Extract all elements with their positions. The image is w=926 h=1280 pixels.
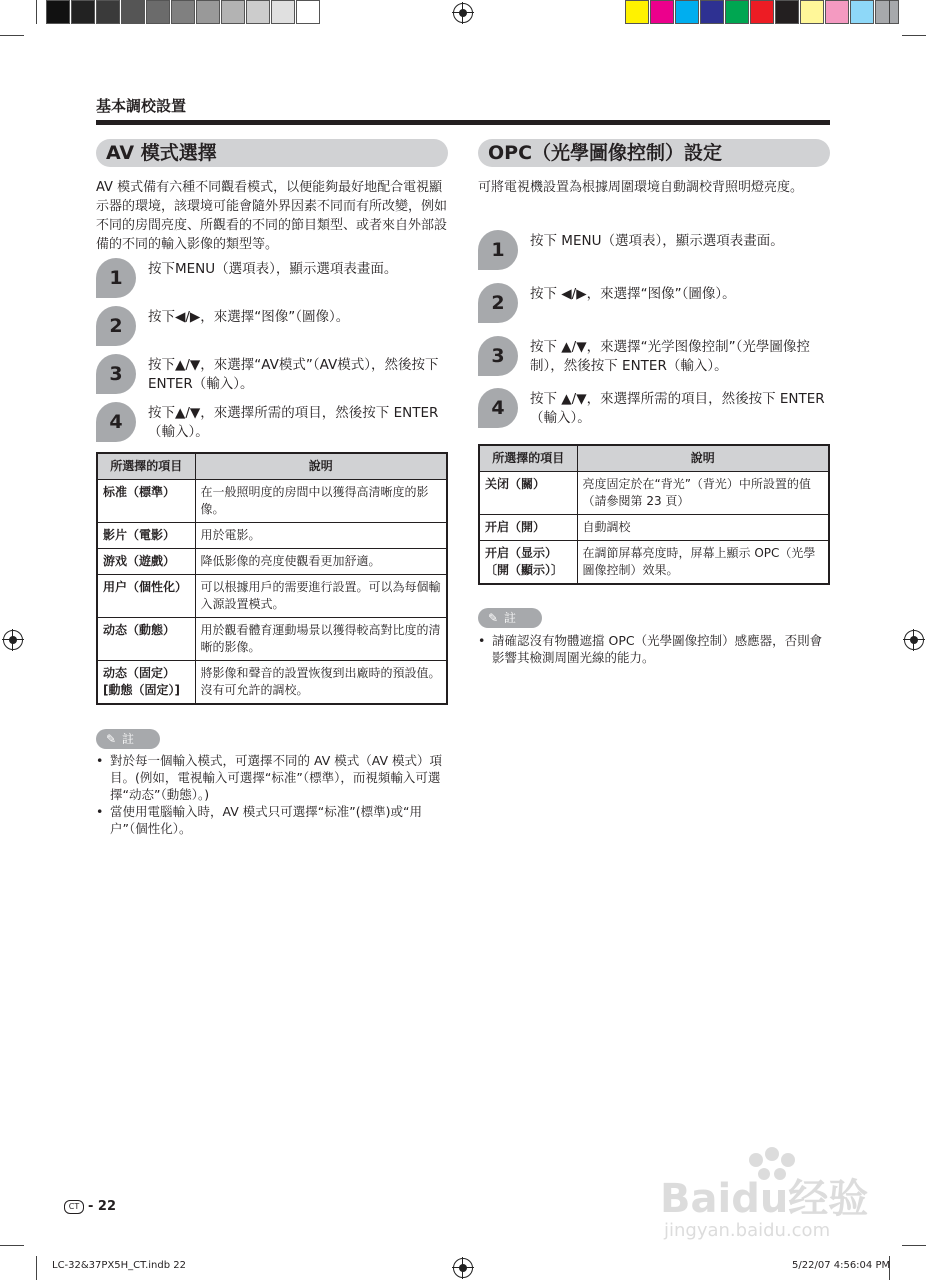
crop-mark (902, 35, 926, 36)
opc-intro: 可將電視機設置為根據周圍環境自動調校背照明燈亮度。 (478, 180, 804, 195)
left-step-2 (96, 306, 448, 346)
opc-table (478, 444, 830, 585)
right-step-3 (478, 336, 830, 376)
av-mode-table (96, 452, 448, 705)
table-cell-term: 标准（標準） (97, 480, 195, 523)
av-mode-intro: AV 模式備有六種不同觀看模式，以便能夠最好地配合電視顯示器的環境，該環境可能會隨外界因素不同而有所改變，例如不同的房間亮度、所觀看的不同的節目類型、或者來自外部設備的不同的輸入影像的類型等。 (96, 180, 448, 252)
table-cell-desc: 在一般照明度的房間中以獲得高清晰度的影像。 (195, 480, 447, 523)
table-row (97, 575, 447, 618)
color-swatch (625, 0, 649, 24)
table-cell-term: 开启（開） (479, 515, 577, 541)
table-header: 所選擇的項目 (97, 453, 195, 480)
right-note-tag (478, 608, 542, 628)
color-swatch (96, 0, 120, 24)
color-swatch (271, 0, 295, 24)
pencil-icon: ✎ (106, 732, 117, 746)
step-text: 按下 ▲/▼，來選擇“光学图像控制”（光學圖像控制），然後按下 ENTER（輸入）。 (530, 339, 810, 374)
color-swatch (875, 0, 899, 24)
table-row (97, 661, 447, 705)
color-swatch (46, 0, 70, 24)
table-row (97, 523, 447, 549)
list-item: • 對於每一個輸入模式，可選擇不同的 AV 模式（AV 模式）項目。(例如，電視輸入可選擇“标准”（標準），而視頻輸入可選擇“动态”（動態）。) (96, 752, 450, 803)
step-text: 按下 ◀/▶，來選擇“图像”（圖像）。 (530, 286, 736, 302)
color-swatch (71, 0, 95, 24)
step-number-badge: 3 (96, 354, 136, 394)
color-swatch (700, 0, 724, 24)
left-step-3 (96, 354, 448, 394)
right-notes-list (478, 632, 830, 666)
color-swatch (775, 0, 799, 24)
pencil-icon: ✎ (488, 611, 499, 625)
table-cell-desc: 用於電影。 (195, 523, 447, 549)
registration-mark-icon (453, 3, 473, 23)
color-swatch (825, 0, 849, 24)
table-cell-term: 动态（固定）[動態（固定）] (97, 661, 195, 705)
registration-mark-icon (453, 1258, 473, 1278)
color-swatch-bar (625, 0, 900, 24)
color-swatch (221, 0, 245, 24)
table-row (97, 480, 447, 523)
color-swatch (725, 0, 749, 24)
step-text: 按下▲/▼，來選擇“AV模式”（AV模式），然後按下 ENTER（輸入）。 (148, 357, 439, 392)
step-number-badge: 1 (96, 258, 136, 298)
table-row (479, 515, 829, 541)
step-text: 按下MENU（選項表），顯示選項表畫面。 (148, 261, 398, 277)
note-label: 註 (504, 611, 517, 625)
step-number-badge: 4 (478, 388, 518, 428)
table-header: 說明 (195, 453, 447, 480)
step-text: 按下◀/▶，來選擇“图像”（圖像）。 (148, 309, 350, 325)
page-number-value: 22 (97, 1199, 117, 1214)
table-cell-term: 游戏（遊戲） (97, 549, 195, 575)
note-label: 註 (122, 732, 135, 746)
color-swatch (850, 0, 874, 24)
table-cell-desc: 將影像和聲音的設置恢復到出廠時的預設值。沒有可允許的調校。 (195, 661, 447, 705)
step-number-badge: 2 (96, 306, 136, 346)
color-swatch (296, 0, 320, 24)
crop-mark (0, 35, 24, 36)
table-cell-desc: 自動調校 (577, 515, 829, 541)
table-cell-term: 用户（個性化） (97, 575, 195, 618)
table-row (97, 549, 447, 575)
table-header-row (97, 453, 447, 480)
opc-title: OPC（光學圖像控制）設定 (478, 139, 830, 167)
list-item: • 請確認沒有物體遮擋 OPC（光學圖像控制）感應器，否則會影響其檢測周圍光線的能力。 (478, 632, 830, 666)
watermark-url: jingyan.baidu.com (664, 1220, 831, 1240)
crop-mark (902, 1245, 926, 1246)
table-cell-term: 关闭（關） (479, 472, 577, 515)
table-header: 說明 (577, 445, 829, 472)
registration-mark-icon (904, 630, 924, 650)
right-step-4 (478, 388, 830, 428)
right-step-1 (478, 230, 830, 270)
page-number: CT - 22 (64, 1199, 116, 1214)
print-timestamp: 5/22/07 4:56:04 PM (792, 1260, 891, 1271)
color-swatch (146, 0, 170, 24)
watermark-brand: Baidu经验 (660, 1176, 869, 1222)
registration-mark-icon (3, 630, 23, 650)
step-number-badge: 3 (478, 336, 518, 376)
table-cell-term: 开启（显示）〔開（顯示）〕 (479, 541, 577, 585)
left-step-1 (96, 258, 448, 298)
left-notes-list (96, 752, 450, 837)
left-note-tag (96, 729, 160, 749)
crop-mark (36, 0, 37, 24)
color-swatch (121, 0, 145, 24)
header-rule (96, 120, 830, 125)
right-step-2 (478, 283, 830, 323)
color-swatch (675, 0, 699, 24)
color-swatch (196, 0, 220, 24)
color-swatch (246, 0, 270, 24)
av-mode-title: AV 模式選擇 (96, 139, 448, 167)
left-step-4 (96, 402, 448, 442)
table-cell-desc: 亮度固定於在“背光”（背光）中所設置的值（請參閱第 23 頁） (577, 472, 829, 515)
step-text: 按下 ▲/▼，來選擇所需的項目，然後按下 ENTER（輸入）。 (530, 391, 825, 426)
step-text: 按下 MENU（選項表），顯示選項表畫面。 (530, 233, 784, 249)
table-row (479, 472, 829, 515)
color-swatch (750, 0, 774, 24)
list-item: • 當使用電腦輸入時，AV 模式只可選擇“标准”(標準)或“用户”（個性化）。 (96, 803, 450, 837)
table-cell-desc: 可以根據用戶的需要進行設置。可以為每個輸入源設置模式。 (195, 575, 447, 618)
color-swatch (800, 0, 824, 24)
table-cell-desc: 用於觀看體育運動場景以獲得較高對比度的清晰的影像。 (195, 618, 447, 661)
step-number-badge: 2 (478, 283, 518, 323)
color-swatch (650, 0, 674, 24)
table-row (479, 541, 829, 585)
table-row (97, 618, 447, 661)
step-number-badge: 1 (478, 230, 518, 270)
table-cell-desc: 在調節屏幕亮度時，屏幕上顯示 OPC（光學圖像控制）效果。 (577, 541, 829, 585)
table-cell-term: 影片（電影） (97, 523, 195, 549)
crop-mark (0, 1245, 24, 1246)
file-info: LC-32&37PX5H_CT.indb 22 (52, 1260, 186, 1271)
table-cell-term: 动态（動態） (97, 618, 195, 661)
baidu-watermark-logo (660, 1140, 870, 1240)
table-header: 所選擇的項目 (479, 445, 577, 472)
language-badge: CT (64, 1200, 84, 1214)
step-text: 按下▲/▼，來選擇所需的項目，然後按下 ENTER（輸入）。 (148, 405, 439, 440)
section-label: 基本調校設置 (96, 97, 187, 115)
step-number-badge: 4 (96, 402, 136, 442)
gray-swatch-bar (46, 0, 321, 24)
crop-mark (889, 0, 890, 24)
crop-mark (36, 1256, 37, 1280)
table-header-row (479, 445, 829, 472)
table-cell-desc: 降低影像的亮度使觀看更加舒適。 (195, 549, 447, 575)
color-swatch (171, 0, 195, 24)
